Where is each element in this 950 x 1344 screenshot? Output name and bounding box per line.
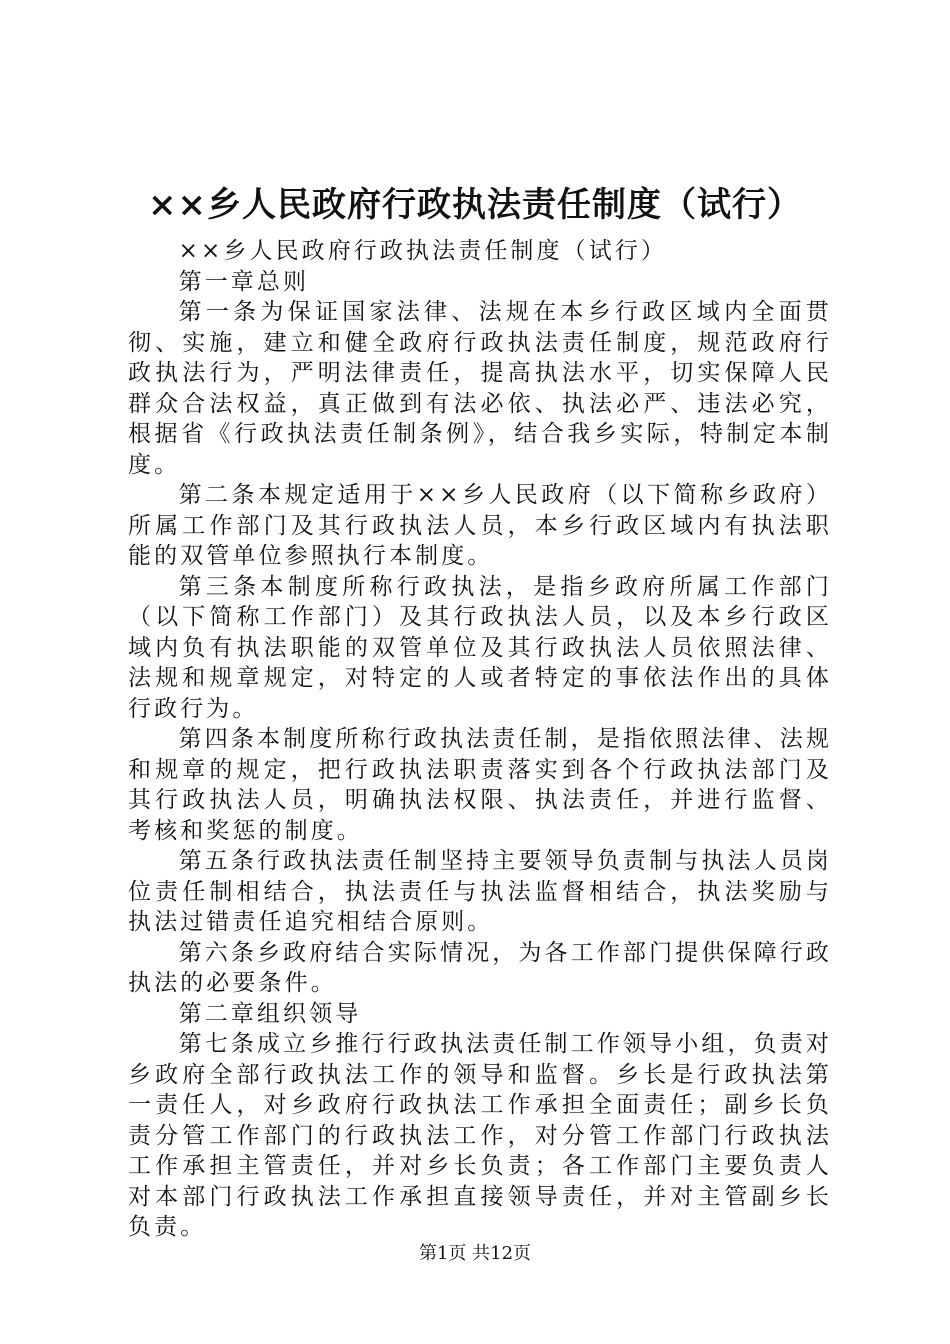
article-paragraph: 第三条本制度所称行政执法，是指乡政府所属工作部门（以下简称工作部门）及其行政执法人员，以及本乡行政区域内负有执法职能的双管单位及其行政执法人员依照法律、法规和规章规定，对特定的人或者特定的事依法作出的具体行政行为。 <box>128 573 832 722</box>
page-footer: 第1页 共12页 <box>418 1243 532 1264</box>
article-paragraph: 第四条本制度所称行政执法责任制，是指依照法律、法规和规章的规定，把行政执法职责落实到各个行政执法部门及其行政执法人员，明确执法权限、执法责任，并进行监督、考核和奖惩的制度。 <box>128 726 832 844</box>
paragraph-subtitle: ××乡人民政府行政执法责任制度（试行） <box>178 238 668 264</box>
chapter-heading: 第一章总则 <box>178 268 310 295</box>
article-paragraph: 第二条本规定适用于××乡人民政府（以下简称乡政府）所属工作部门及其行政执法人员，本乡行政区域内有执法职能的双管单位参照执行本制度。 <box>128 482 832 569</box>
article-paragraph: 第六条乡政府结合实际情况，为各工作部门提供保障行政执法的必要条件。 <box>128 939 832 996</box>
chapter-heading: 第二章组织领导 <box>178 1000 362 1027</box>
document-title: ××乡人民政府行政执法责任制度（试行） <box>148 185 802 225</box>
document-body <box>128 236 832 1243</box>
article-paragraph: 第七条成立乡推行行政执法责任制工作领导小组，负责对乡政府全部行政执法工作的领导和监督。乡长是行政执法第一责任人，对乡政府行政执法工作承担全面责任；副乡长负责分管工作部门的行政执法工作，对分管工作部门行政执法工作承担主管责任，并对乡长负责；各工作部门主要负责人对本部门行政执法工作承担直接领导责任，并对主管副乡长负责。 <box>128 1031 832 1240</box>
article-paragraph: 第五条行政执法责任制坚持主要领导负责制与执法人员岗位责任制相结合，执法责任与执法监督相结合，执法奖励与执法过错责任追究相结合原则。 <box>128 848 832 935</box>
article-paragraph: 第一条为保证国家法律、法规在本乡行政区域内全面贯彻、实施，建立和健全政府行政执法责任制度，规范政府行政执法行为，严明法律责任，提高执法水平，切实保障人民群众合法权益，真正做到有法必依、执法必严、违法必究，根据省《行政执法责任制条例》，结合我乡实际，特制定本制度。 <box>128 299 832 478</box>
